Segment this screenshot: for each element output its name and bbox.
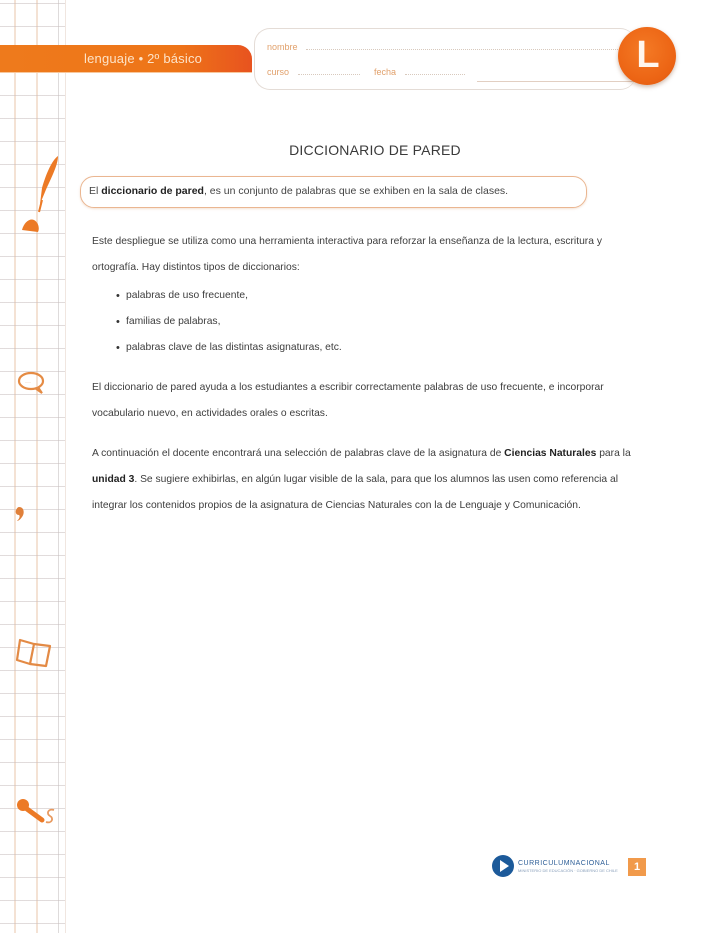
name-field[interactable] — [267, 42, 626, 52]
instructions-unit: unidad 3 — [92, 474, 135, 485]
definition-term: diccionario de pared — [101, 185, 204, 197]
definition-rest: , es un conjunto de palabras que se exhiben en la sala de clases. — [203, 185, 509, 197]
course-date-fields — [267, 67, 465, 77]
dictionary-types-list — [92, 283, 342, 361]
microphone-icon — [14, 796, 58, 828]
name-input-line[interactable] — [306, 42, 626, 50]
date-input-line[interactable] — [405, 67, 465, 75]
page-number: 1 — [628, 858, 646, 876]
date-label: fecha — [374, 67, 397, 77]
logo-sub-text: MINISTERIO DE EDUCACIÓN · GOBIERNO DE CHILE — [518, 867, 618, 873]
instructions-part3: . Se sugiere exhibirlas, en algún lugar visible de la sala, para que los alumnos las usen como referencia al integrar los contenidos propios de la asignatura de Ciencias Naturales con la de Lenguaje y Comunicación. — [92, 474, 619, 511]
logo-main-text: CURRICULUMNACIONAL — [518, 859, 610, 867]
instructions-paragraph — [92, 441, 640, 519]
intro-paragraph: Este despliegue se utiliza como una herramienta interactiva para reforzar la enseñanza de la lectura, escritura y ortografía. Hay distintos tipos de diccionarios: — [92, 236, 602, 273]
pen-nib-icon — [18, 152, 62, 240]
benefit-paragraph: El diccionario de pared ayuda a los estudiantes a escribir correctamente palabras de uso frecuente, e incorporar vocabulario nuevo, en actividades orales o escritas. — [92, 382, 604, 419]
course-input-line[interactable] — [298, 67, 360, 75]
course-label: curso — [267, 67, 290, 77]
comma-icon — [14, 505, 28, 523]
grid-margin — [0, 0, 66, 933]
svg-text:···: ··· — [25, 380, 31, 386]
subject-label: lenguaje • 2º básico — [84, 51, 203, 66]
play-logo-icon — [492, 855, 514, 877]
definition-box — [80, 176, 587, 208]
instructions-part1: A continuación el docente encontrará una selección de palabras clave de la asignatura de — [92, 448, 505, 459]
subject-letter-badge — [618, 27, 676, 85]
speech-bubble-icon — [16, 370, 50, 396]
name-label: nombre — [267, 42, 298, 52]
open-book-icon — [14, 636, 56, 670]
list-item: • familias de palabras, — [92, 309, 342, 335]
definition-lead: El — [89, 185, 102, 197]
instructions-subject: Ciencias Naturales — [504, 448, 597, 459]
subject-band — [0, 45, 252, 72]
list-item: • palabras de uso frecuente, — [92, 283, 342, 309]
badge-letter: L — [636, 34, 660, 76]
page-title: DICCIONARIO DE PARED — [289, 142, 461, 158]
divider — [477, 81, 637, 82]
instructions-part2: para la — [596, 448, 631, 459]
student-info-box — [254, 28, 636, 90]
list-item: • palabras clave de las distintas asignaturas, etc. — [92, 335, 342, 361]
curriculum-logo — [492, 855, 618, 877]
